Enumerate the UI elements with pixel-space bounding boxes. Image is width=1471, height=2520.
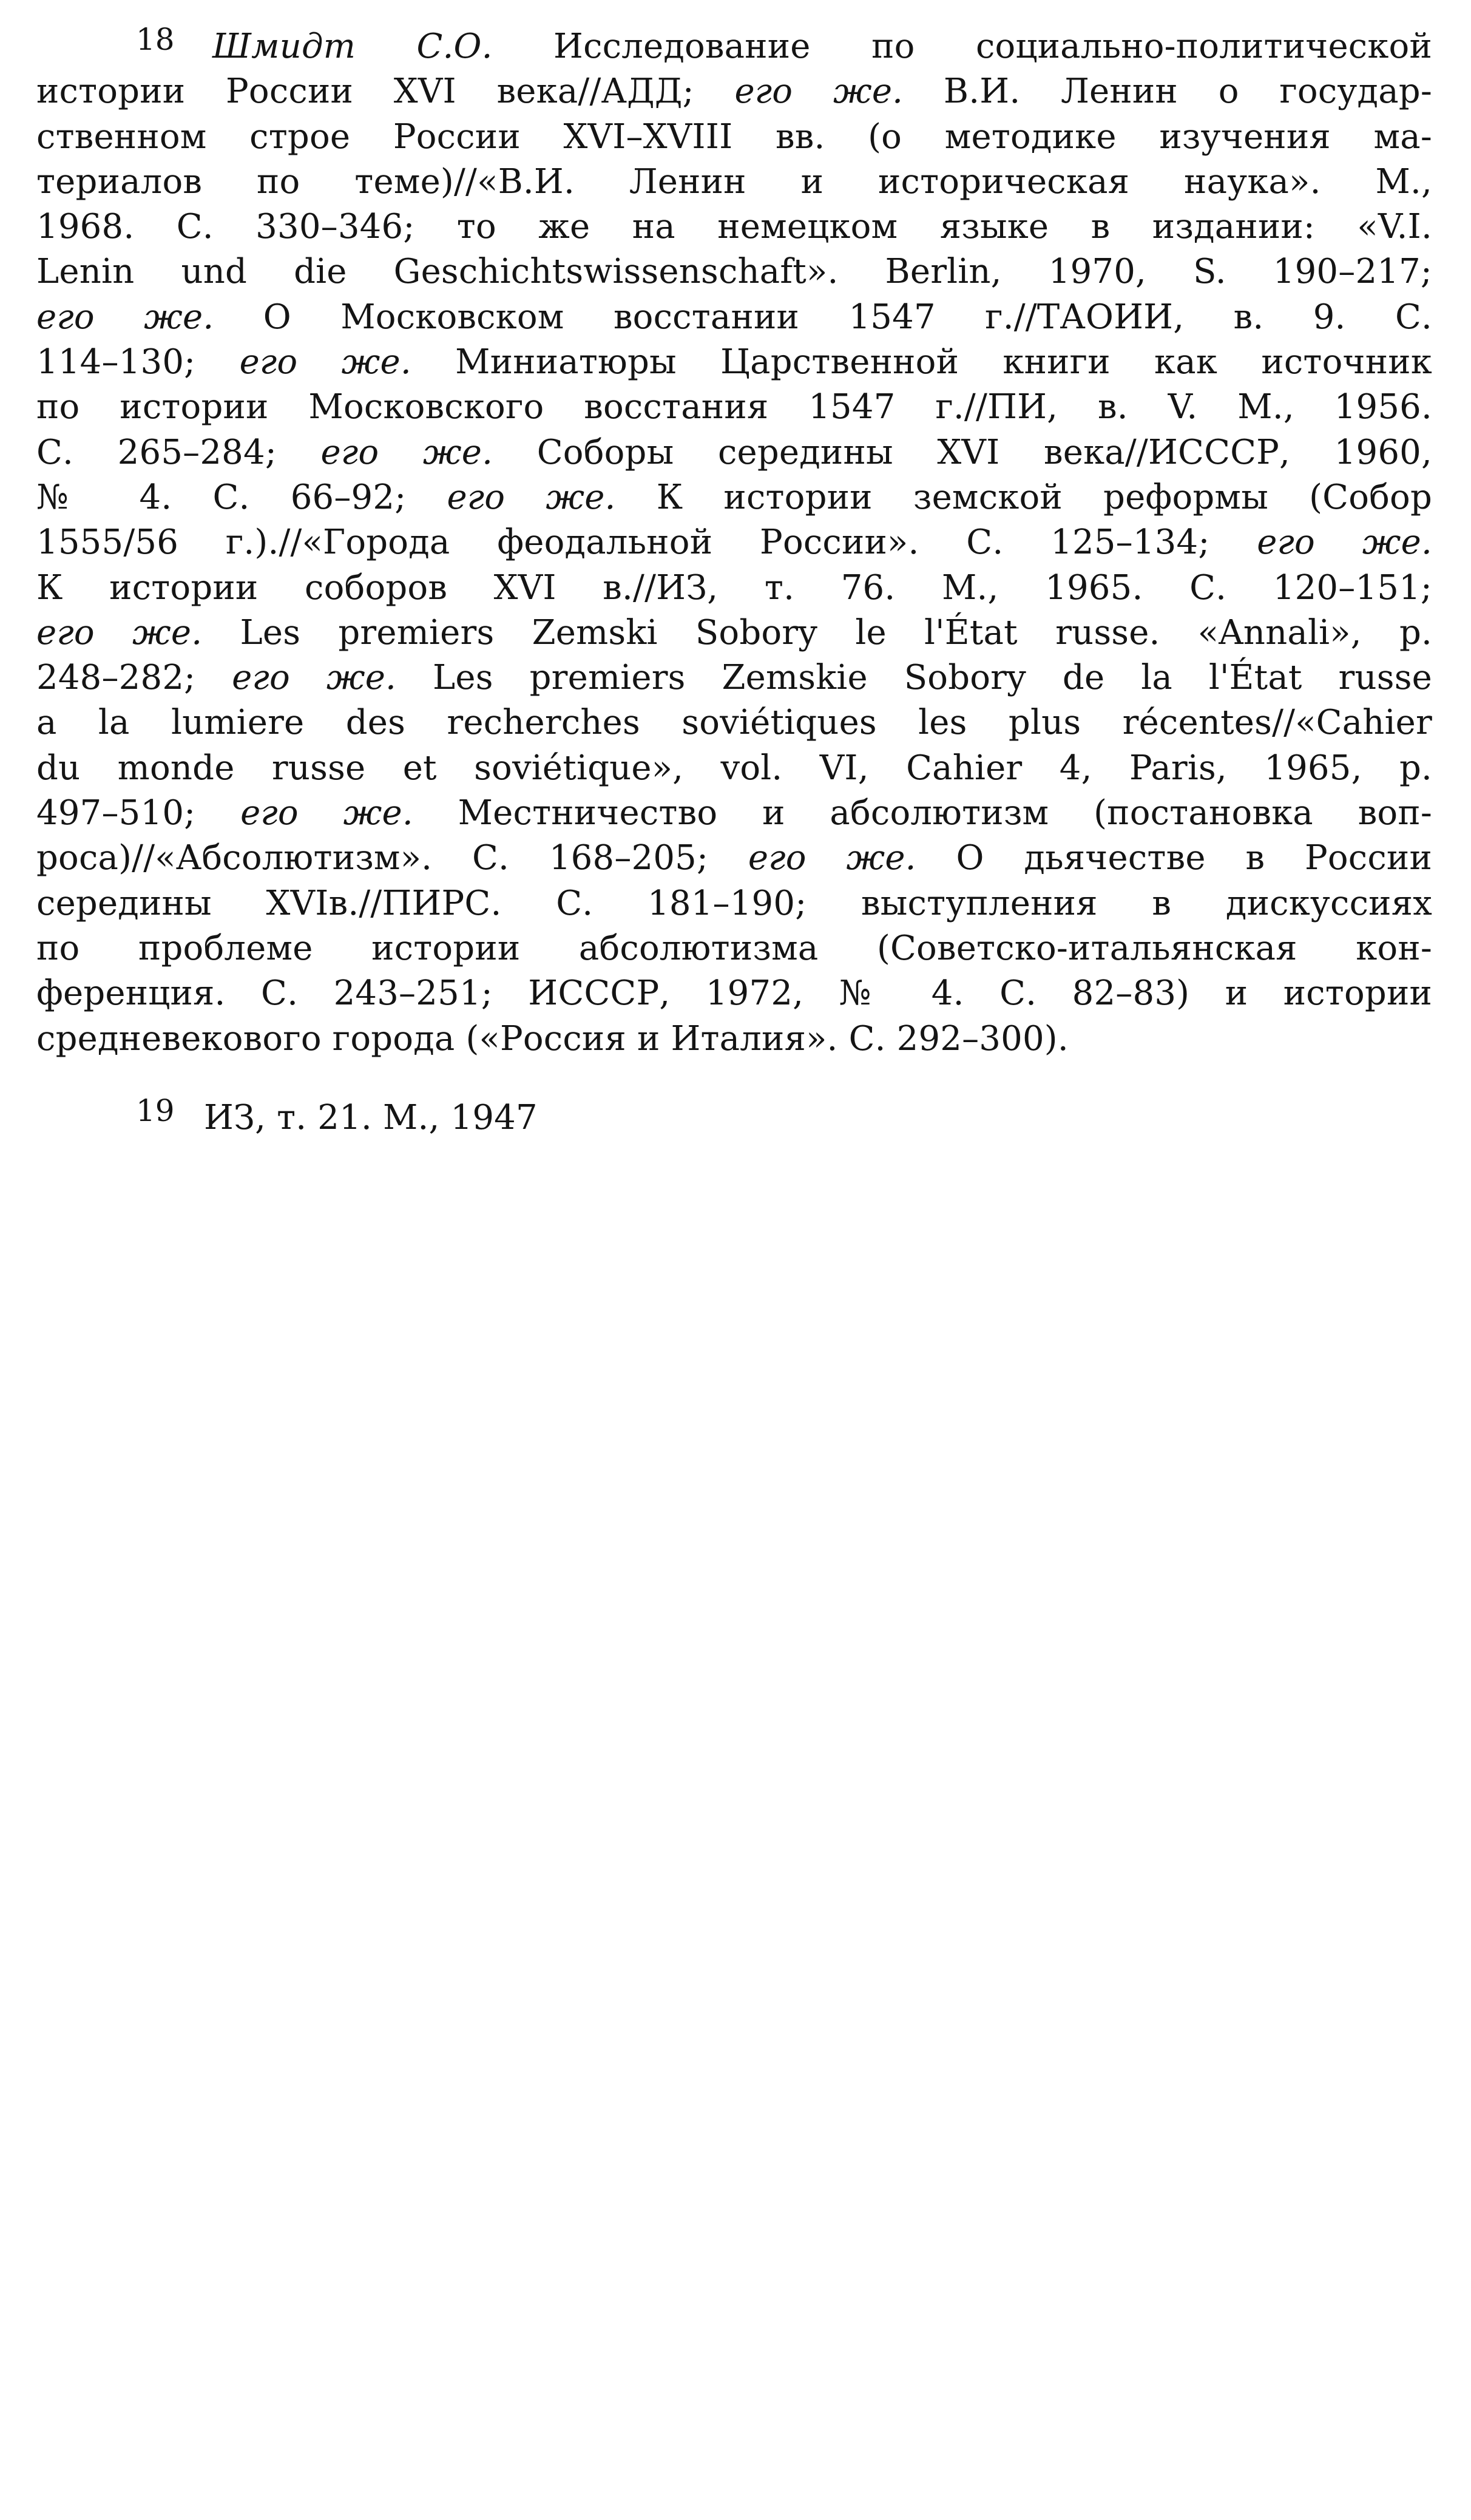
footnote-18 — [36, 24, 1432, 1062]
footnote-18-line: 114–130; его же. Миниатюры Царственной книги как источник — [36, 342, 1432, 382]
footnote-18-line: по истории Московского восстания 1547 г.//ПИ, в. V. М., 1956. — [36, 387, 1432, 427]
footnote-19 — [36, 1093, 1432, 1140]
footnote-18-line: териалов по теме)//«В.И. Ленин и историческая наука». М., — [36, 161, 1432, 202]
footnote-18-line: средневекового города («Россия и Италия». С. 292–300). — [36, 1018, 1069, 1058]
footnote-18-line: истории России XVI века//АДД; его же. В.И. Ленин о государ- — [36, 72, 1432, 112]
footnote-18-line: К истории соборов XVI в.//ИЗ, т. 76. М., 1965. С. 120–151; — [36, 567, 1432, 608]
footnote-18-line: его же. О Московском восстании 1547 г.//ТАОИИ, в. 9. С. — [36, 297, 1432, 337]
footnote-18-line: середины XVIв.//ПИРС. С. 181–190; выступления в дискуссиях — [36, 883, 1432, 923]
footnote-18-line: 1968. С. 330–346; то же на немецком языке в издании: «V.I. — [36, 207, 1432, 247]
footnote-18-line: № 4. С. 66–92; его же. К истории земской реформы (Собор — [36, 477, 1433, 517]
footnote-18-line: a la lumiere des recherches soviétiques les plus récentes//«Cahier — [36, 703, 1432, 743]
footnote-18-line: С. 265–284; его же. Соборы середины XVI века//ИСССР, 1960, — [36, 432, 1432, 472]
footnote-18-line: его же. Les premiers Zemski Sobory le l'État russe. «Annali», p. — [36, 612, 1432, 652]
footnote-18-line: Шмидт С.О. Исследование по социально-политической — [212, 27, 1432, 66]
footnote-18-line: 1555/56 г.).//«Города феодальной России». С. 125–134; его же. — [36, 523, 1432, 563]
footnote-18-line: роса)//«Абсолютизм». С. 168–205; его же. О дьячестве в России — [36, 838, 1432, 878]
footnote-18-line: 248–282; его же. Les premiers Zemskie Sobory de la l'État russe — [36, 658, 1432, 698]
footnote-18-line: 497–510; его же. Местничество и абсолютизм (постановка воп- — [36, 793, 1432, 833]
footnote-18-line: по проблеме истории абсолютизма (Советско-итальянская кон- — [36, 928, 1432, 968]
footnote-18-line: ференция. С. 243–251; ИСССР, 1972, № 4. С. 82–83) и истории — [36, 974, 1432, 1014]
footnote-number-18: 18 — [136, 22, 175, 57]
footnote-18-line: ственном строе России XVI–XVIII вв. (о методике изучения ма- — [36, 117, 1432, 157]
footnote-19-line: ИЗ, т. 21. М., 1947 — [204, 1098, 538, 1137]
footnote-18-line: Lenin und die Geschichtswissenschaft». Berlin, 1970, S. 190–217; — [36, 252, 1432, 292]
footnote-18-line: du monde russe et soviétique», vol. VI, Cahier 4, Paris, 1965, p. — [36, 748, 1432, 788]
footnote-number-19: 19 — [136, 1093, 175, 1128]
